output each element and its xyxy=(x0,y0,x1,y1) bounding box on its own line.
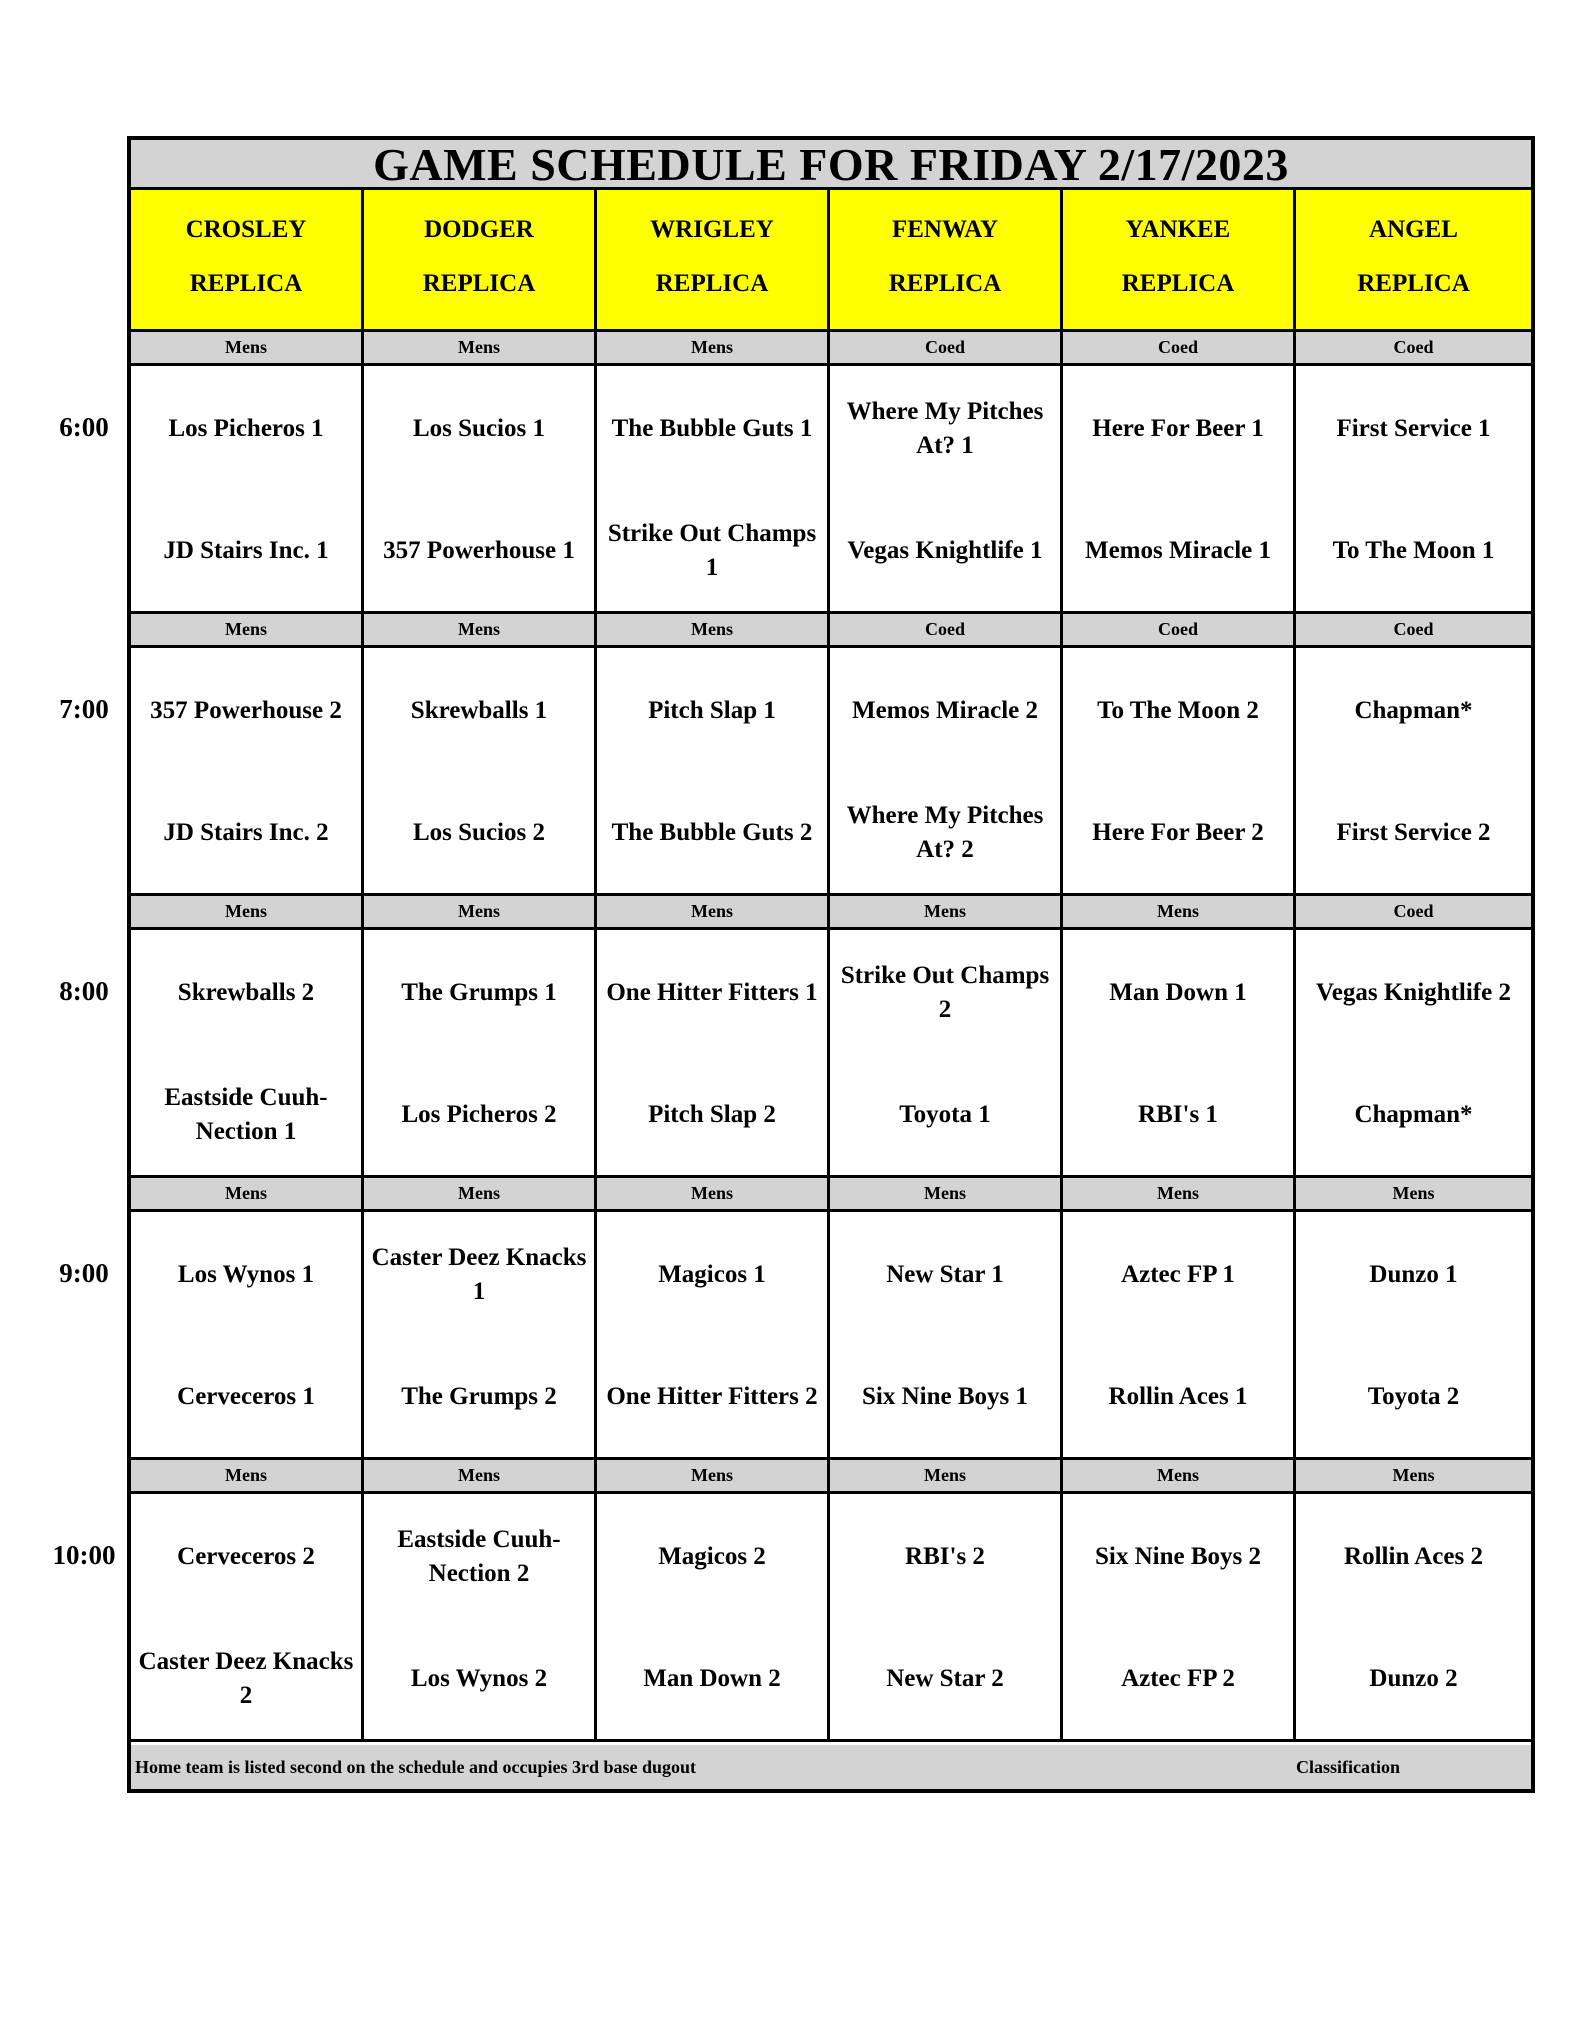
classification-cell: Mens xyxy=(131,614,364,648)
time-label: 6:00 xyxy=(59,412,109,442)
game-cell xyxy=(1063,648,1296,896)
game-cell xyxy=(830,1212,1063,1460)
home-team: Memos Miracle 1 xyxy=(1084,537,1272,564)
field-name: WRIGLEY xyxy=(650,216,774,243)
classification-cell: Mens xyxy=(364,896,597,930)
home-team: To The Moon 1 xyxy=(1332,537,1495,564)
field-header xyxy=(1296,190,1531,332)
away-team: Man Down 1 xyxy=(1109,979,1247,1006)
home-team: JD Stairs Inc. 1 xyxy=(163,537,329,564)
time-label: 10:00 xyxy=(52,1540,116,1570)
field-type: REPLICA xyxy=(655,270,769,297)
game-cell xyxy=(1063,1212,1296,1460)
game-cell xyxy=(597,648,830,896)
home-team: 357 Powerhouse 1 xyxy=(383,537,575,564)
game-cell xyxy=(597,930,830,1178)
game-cell xyxy=(597,366,830,614)
away-team: One Hitter Fitters 1 xyxy=(606,979,818,1006)
away-team: Eastside Cuuh-Nection 2 xyxy=(397,1526,561,1587)
game-cell xyxy=(364,1212,597,1460)
home-team: Aztec FP 2 xyxy=(1121,1665,1235,1692)
time-label: 9:00 xyxy=(59,1258,109,1288)
home-team: Toyota 2 xyxy=(1367,1383,1460,1410)
home-team: Strike Out Champs 1 xyxy=(607,520,817,581)
game-cell xyxy=(830,648,1063,896)
game-cell xyxy=(830,930,1063,1178)
game-cell xyxy=(1063,1494,1296,1742)
classification-cell: Mens xyxy=(131,1178,364,1212)
classification-cell: Mens xyxy=(364,1460,597,1494)
home-team: Dunzo 2 xyxy=(1369,1665,1458,1692)
classification-cell: Coed xyxy=(830,332,1063,366)
away-team: Caster Deez Knacks 1 xyxy=(371,1244,587,1305)
away-team: Dunzo 1 xyxy=(1369,1261,1458,1288)
game-cell xyxy=(131,366,364,614)
classification-cell: Mens xyxy=(597,1460,830,1494)
home-team: Eastside Cuuh-Nection 1 xyxy=(164,1084,328,1145)
home-team: Toyota 1 xyxy=(899,1101,991,1128)
away-team: Los Wynos 1 xyxy=(177,1261,315,1288)
classification-cell: Coed xyxy=(1296,614,1531,648)
field-type: REPLICA xyxy=(1357,270,1470,297)
away-team: First Service 1 xyxy=(1336,415,1491,442)
home-team: The Bubble Guts 2 xyxy=(611,819,813,846)
classification-cell: Mens xyxy=(1063,1178,1296,1212)
game-cell xyxy=(1296,366,1531,614)
home-team: New Star 2 xyxy=(886,1665,1004,1692)
field-header xyxy=(364,190,597,332)
home-team: Caster Deez Knacks 2 xyxy=(138,1648,354,1709)
classification-cell: Mens xyxy=(597,614,830,648)
away-team: Aztec FP 1 xyxy=(1121,1261,1235,1288)
game-cell xyxy=(1296,648,1531,896)
game-cell xyxy=(1063,366,1296,614)
away-team: Where My Pitches At? 1 xyxy=(846,398,1044,459)
away-team: Magicos 1 xyxy=(658,1261,766,1288)
game-cell xyxy=(364,930,597,1178)
field-type: REPLICA xyxy=(189,270,303,297)
away-team: To The Moon 2 xyxy=(1097,697,1259,724)
game-cell xyxy=(131,648,364,896)
game-cell xyxy=(830,1494,1063,1742)
schedule-title: GAME SCHEDULE FOR FRIDAY 2/17/2023 xyxy=(131,140,1531,190)
classification-cell: Mens xyxy=(364,614,597,648)
classification-label: Classification xyxy=(1296,1757,1401,1777)
field-name: ANGEL xyxy=(1369,216,1458,243)
home-team: Pitch Slap 2 xyxy=(648,1101,776,1128)
home-team: Vegas Knightlife 1 xyxy=(847,537,1043,564)
field-type: REPLICA xyxy=(422,270,536,297)
classification-cell: Mens xyxy=(131,1460,364,1494)
field-type: REPLICA xyxy=(888,270,1002,297)
away-team: Here For Beer 1 xyxy=(1092,415,1264,442)
home-team: Cerveceros 1 xyxy=(177,1383,315,1410)
time-label: 8:00 xyxy=(59,976,109,1006)
classification-cell: Mens xyxy=(1296,1460,1531,1494)
field-name: DODGER xyxy=(424,216,534,243)
home-team: Los Picheros 2 xyxy=(401,1101,557,1128)
classification-cell: Mens xyxy=(364,332,597,366)
away-team: Skrewballs 1 xyxy=(410,697,548,724)
field-name: FENWAY xyxy=(891,216,999,243)
classification-cell: Coed xyxy=(1296,896,1531,930)
field-header xyxy=(597,190,830,332)
classification-cell: Coed xyxy=(1296,332,1531,366)
field-header xyxy=(131,190,364,332)
away-team: Strike Out Champs 2 xyxy=(840,962,1050,1023)
away-team: Six Nine Boys 2 xyxy=(1094,1543,1261,1570)
home-team: The Grumps 2 xyxy=(401,1383,557,1410)
game-cell xyxy=(1296,1212,1531,1460)
classification-cell: Mens xyxy=(364,1178,597,1212)
classification-cell: Mens xyxy=(830,896,1063,930)
home-team-note: Home team is listed second on the schedule and occupies 3rd base dugout xyxy=(135,1757,697,1777)
classification-cell: Mens xyxy=(597,896,830,930)
away-team: Skrewballs 2 xyxy=(177,979,315,1006)
field-type: REPLICA xyxy=(1121,270,1235,297)
away-team: Rollin Aces 2 xyxy=(1344,1543,1483,1570)
away-team: The Grumps 1 xyxy=(401,979,557,1006)
home-team: JD Stairs Inc. 2 xyxy=(163,819,329,846)
schedule-table xyxy=(127,136,1535,1793)
field-name: YANKEE xyxy=(1125,216,1231,243)
game-cell xyxy=(364,1494,597,1742)
home-team: Rollin Aces 1 xyxy=(1108,1383,1248,1410)
classification-cell: Mens xyxy=(131,332,364,366)
classification-cell: Coed xyxy=(830,614,1063,648)
classification-cell: Coed xyxy=(1063,332,1296,366)
game-cell xyxy=(131,1212,364,1460)
classification-cell: Mens xyxy=(597,332,830,366)
game-cell xyxy=(1296,930,1531,1178)
home-team: Los Wynos 2 xyxy=(410,1665,548,1692)
away-team: The Bubble Guts 1 xyxy=(611,415,813,442)
away-team: Cerveceros 2 xyxy=(177,1543,315,1570)
away-team: Pitch Slap 1 xyxy=(648,697,776,724)
classification-cell: Mens xyxy=(830,1460,1063,1494)
away-team: Vegas Knightlife 2 xyxy=(1316,979,1511,1006)
game-cell xyxy=(364,648,597,896)
away-team: Los Picheros 1 xyxy=(168,415,324,442)
footer-bar xyxy=(131,1745,1531,1789)
home-team: RBI's 1 xyxy=(1138,1101,1218,1128)
classification-cell: Mens xyxy=(597,1178,830,1212)
classification-cell: Mens xyxy=(131,896,364,930)
game-cell xyxy=(1296,1494,1531,1742)
away-team: Magicos 2 xyxy=(658,1543,766,1570)
away-team: RBI's 2 xyxy=(905,1543,985,1570)
classification-cell: Coed xyxy=(1063,614,1296,648)
away-team: Los Sucios 1 xyxy=(413,415,545,442)
field-name: CROSLEY xyxy=(185,216,307,243)
classification-cell: Mens xyxy=(1296,1178,1531,1212)
home-team: Here For Beer 2 xyxy=(1092,819,1264,846)
game-cell xyxy=(830,366,1063,614)
field-header xyxy=(1063,190,1296,332)
away-team: New Star 1 xyxy=(886,1261,1004,1288)
home-team: First Service 2 xyxy=(1336,819,1491,846)
home-team: Six Nine Boys 1 xyxy=(861,1383,1028,1410)
home-team: Chapman* xyxy=(1354,1101,1473,1128)
game-cell xyxy=(131,930,364,1178)
home-team: Man Down 2 xyxy=(643,1665,781,1692)
game-cell xyxy=(597,1494,830,1742)
classification-cell: Mens xyxy=(1063,1460,1296,1494)
field-header xyxy=(830,190,1063,332)
away-team: Memos Miracle 2 xyxy=(851,697,1039,724)
away-team: Chapman* xyxy=(1354,697,1473,724)
home-team: Where My Pitches At? 2 xyxy=(846,802,1044,863)
away-team: 357 Powerhouse 2 xyxy=(150,697,342,724)
classification-cell: Mens xyxy=(830,1178,1063,1212)
home-team: One Hitter Fitters 2 xyxy=(606,1383,818,1410)
home-team: Los Sucios 2 xyxy=(413,819,545,846)
game-cell xyxy=(597,1212,830,1460)
game-cell xyxy=(1063,930,1296,1178)
game-cell xyxy=(131,1494,364,1742)
game-cell xyxy=(364,366,597,614)
classification-cell: Mens xyxy=(1063,896,1296,930)
time-label: 7:00 xyxy=(59,694,109,724)
